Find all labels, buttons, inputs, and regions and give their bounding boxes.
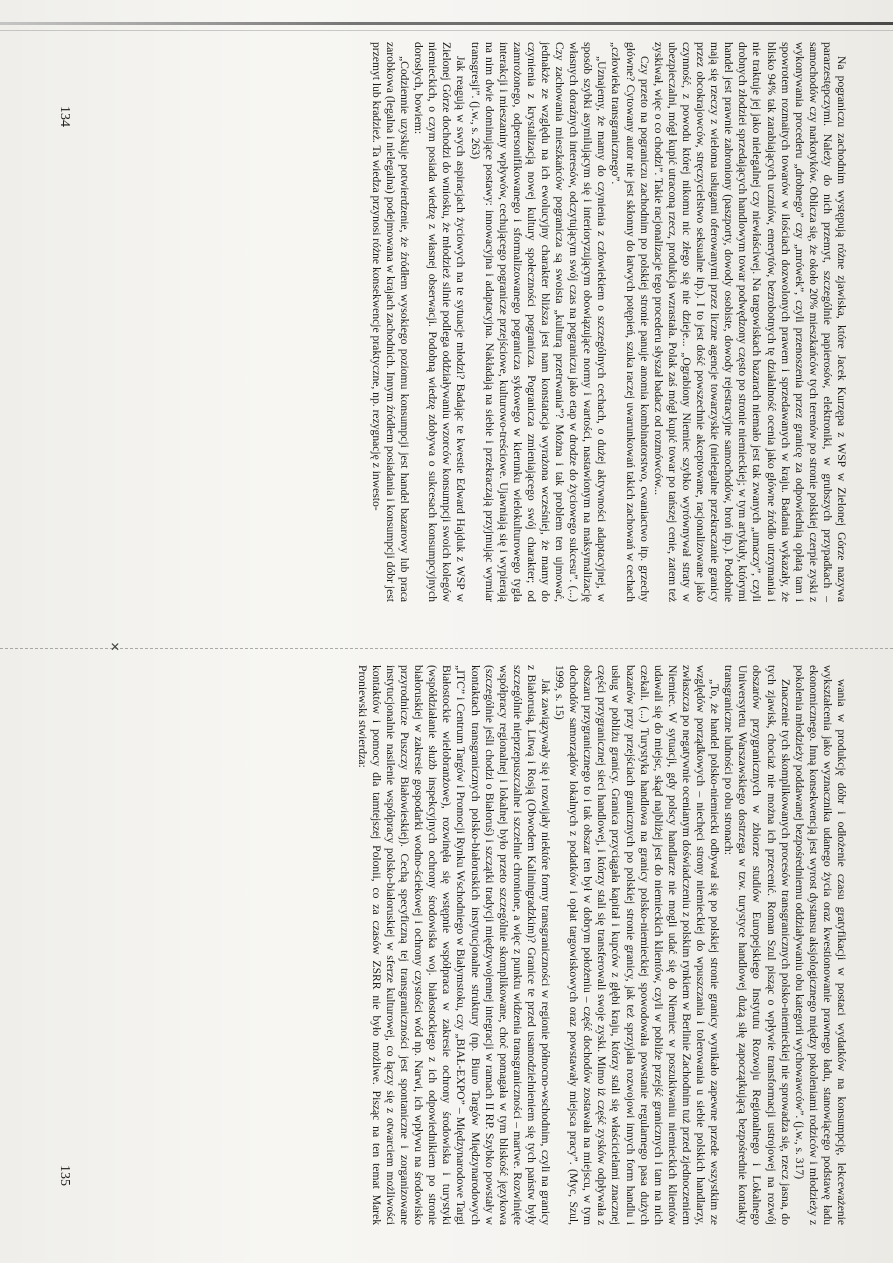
paragraph: Na pograniczu zachodnim występują różne zjawiska, które Jacek Kurzępa z WSP w Zielonej Górze nazywa pararzestępczymi. Należy do nich przemyt, szczególnie papierosów, elektroniki, w grubszych przypadkach – samochodów czy narkotyków. Oblicza się, że około 20% mieszkańców tych terenów po stronie polskiej czerpie zyski z wykonywania procederu „drobnego” czy „mrówek”, czyli przenoszenia przez granicę za odpowiednią opłatą tam i spowrotem rozmaitych towarów w ilościach dozwolonych prawem i sprzedawanych w kraju. Badania wykazały, że blisko 94% tak zarabiających uczniów, emerytów, bezrobotnych tę działalność ocenia jako główne źródło utrzymania i nie traktuje jej jako nielegalnej czy niewłaściwej. Na targowiskach bazarach niemało jest tak zwanych „umaczy”, czyli drobnych złodziei sprzedających handlowym towar podwędzony często po stronie niemieckiej; w tym artykuły, którymi handel jest prawnie zabroniony (paszporty, dowody osobiste, dowody rejestracyjne samochodów, broń itp.). Podobnie mają się rzeczy z wieloma usługami oferowanymi przez liczne agencje towarzyskie (nielegalne przekraczanie granicy przez obcokrajowców, stręczycielstwo seksualne itp.). I to jest dość powszechnie akceptowane, racjonalizowane jako czynność, z powodu której nikomu nic złego się nie dzieje... „Ograbiony Niemiec szybko wyrównywał straty w ubezpieczalni, mógł kupić utraconą rzecz, produkcja wzrastała. Polak zaś mógł kupić towar po tańszej cenie, zatem też zyskiwał, więc o co chodzi”. Takie racjonalizacje tego procederu słyszał badacz od rozmówców... — [651, 42, 848, 602]
paragraph: Znaczenie tych skomplikowanych procesów transgranicznych polsko-niemieckiej nie sprowadza się, rzecz jasna, do tych zjawisk, chociaż nie można ich przecenić. Roman Szul pisząc o wpływie transformacji ustrojowej na rozwój obszarów przygranicznych w zbiorze studiów Europejskiego Instytutu Rozwoju Regionalnego i Lokalnego Uniwersytetu Warszawskiego dostrzega w tzw. turystyce handlowej dużą siłę zapoczątkującą bezpośrednie kontakty transgraniczne ludności po obu stronach: — [722, 665, 792, 1225]
quote-paragraph: „To, że handel polsko-niemiecki odbywał się po polskiej stronie granicy wynikało zapewne przede wszystkim ze względów porządkowych – niechęci strony niemieckiej do wpuszczania i tolerowania u siebie polskich handlarzy, zwłaszcza po negatywnie ocenianym doświadczeniu z polskim rynkiem w Berlinie Zachodnim tuż przed zjednoczeniem Niemiec. W sytuacji, gdy polscy handlarze nie mogli udać się do Niemiec w poszukiwaniu niemieckich klientów udawali się do miejsc, skąd najbliżej jest do niemieckich klientów, czyli w pobliże przejść granicznych i tam na nich czekali. (...) Turystyka handlowa na granicy polsko-niemieckiej spowodowała powstanie regularnego pasa dużych bazarów przy przejściach granicznych po polskiej stronie granicy, jak też sprzyjała rozwojowi innych form handlu i usług w pobliżu granicy. Granica przyciągała kapitał i kupców z głębi kraju, którzy stali się właścicielami znacznej części przygranicznej sieci handlowej, i którzy stali się transferowali swoje zyski. Mimo iż część zysków odpływała z obszaru przygranicznego to i tak obszar ten był w dobrym położeniu – część dochodów zostawała na miejscu, w tym dochodów samorządów lokalnych z podatków i opłat targowiskowych oraz powstawały miejsca pracy”. (Myc, Szul, 1999, s. 15) — [553, 665, 722, 1225]
quote-paragraph: „Codziennie uzyskuje potwierdzenie, że źródłem wysokiego poziomu konsumpcji jest handel bazarowy lub praca zarobkowa (legalna i nielegalna) podejmowana w krajach zachodnich. Innym źródłem posiadania i konsumpcji dóbr jest przemyt lub kradzież. Ta wiedza przynosi różne konsekwencje praktyczne, np. rezygnację z inwesto- — [369, 42, 412, 602]
page-number: 135 — [57, 1165, 72, 1186]
page-134-text — [118, 42, 848, 602]
paragraph: wania w produkcję dóbr i odłożenie czasu gratyfikacji w postaci wydatków na konsumpcję, lekceważenie wykształcenia jako wyznacznika udanego życia oraz kwestionowanie prawnego ładu, stanowiącego podstawę ładu ekonomicznego. Inną konsekwencją jest wyrost dystansu aksjologicznego między pokoleniami rodziców i młodzieży z pokolenia młodzieży poddawanej bezpośredniemu oddziaływaniu obu kategorii wychowawców”. (j.w., s. 317) — [792, 665, 848, 1225]
scan-edge-line — [0, 22, 893, 25]
paragraph: Jak zawiązywały się i rozwijały niektóre formy transgraniczności w regionie północno-wschodnim, czyli na granicy z Białorusią, Litwą i Rosją (Obwodem Kaliningradzkim)? Granice te przed usamodzielnieniem się tych państw były szczególnie nieprzepuszczalne i szczelnie chronione, a więc z punktu widzenia transgraniczności – martwe. Rozwinięte współpracy regionalnej i lokalnej było przeto szczególnie skomplikowane, choć pomagała w tym bliskość językowa (szczególnie jeśli chodzi o Białoruś) i szczątki tradycji międzywojennej integracji w ramach II RP. Szybko powstały w kontaktach transgranicznych polsko-białoruskich instytucjonalne struktury (np. Biuro Targów Międzynarodowych „ITC” i Centrum Targów i Promocji Rynku Wschodniego w Białymstoku, czy „BIAŁ-EXPO” – Międzynarodowe Targi Białostockie wielobranżowe), rozwinęła się wstępnie współpraca w zakresie ochrony środowiska i turystyki (współdziałanie służb inspekcyjnych ochrony środowiska woj. białostockiego z ich odpowiednikiem po stronie białoruskiej w zakresie gospodarki wodno-ściekowej i ochrony czystości wód np. Narwi, ich wpływu na środowisko przyrodnicze Puszczy Białowieskiej). Cechą specyficzną tej transgraniczności jest spontaniczne i zorganizowane instytucjonalnie nasilenie współpracy polsko-białoruskiej w sferze kulturowej, co łączy się z otwarciem możliwości kontaktów i pomocy dla tamtejszej Polonii, co za czasów ZSRR nie było możliwe. Pisząc na ten temat Marek Proniewski stwierdza: — [355, 665, 553, 1225]
paragraph: Jak reagują w swych aspiracjach życiowych na te sytuacje młodzi? Badając te kwestie Edward Hajduk z WSP w Zielonej Górze dochodzi do wniosku, że młodzież silnie podlega oddziaływaniu wzorców konsumpcji swoich kolegów niemieckich, o czym posiada wiedzę z własnej obserwacji. Podobną wiedzę zdobywa o sukcesach konsumpcyjnych dorosłych, bowiem: — [412, 42, 468, 602]
page-fold-line — [0, 648, 893, 649]
scan-edge-line-thin — [0, 30, 893, 31]
page-135-text — [118, 665, 848, 1225]
quote-paragraph: „Uznajemy, że mamy do czynienia z człowiekiem o szczególnych cechach, o dużej aktywności adaptacyjnej, w sposób szybki asymilującym się i interioryzującym obowiązujące normy i wartości, nastawionym na maksymalizację własnych doraźnych interesów, odczytującym swój czas na pograniczu jako etap w drodze do życiowego sukcesu”. (...) Czy zachowania mieszkańców pogranicza są swoista „kulturą przetrwania”? Można i tak problem ten ujmować, jednakże ze względu na ich ewolucyjny charakter bliższa jest nam konstatacja wyrażona wcześniej, że mamy do czynienia z krystalizacją nowej kultury społeczności pogranicza. Pogranicza zmieniającego swój charakter; od zamrożonego, odpersonifikowanego i sformalizowanego pogranicza sykowego w kierunku wielokulturowego tygla interakcji i mieszaniny wpływów, cechującego pogranicze przejściowe, kulturowo-treściowe. Ujawniają się i wypierają na nim dwie dominujące postawy: innowacyjna i adaptacyjna. Nakładają na siebie i przekraczają przyjmując wymiar transgresji”. (j.w., s. 263) — [468, 42, 609, 602]
page-number: 134 — [57, 106, 72, 127]
paragraph: Czy przeto na pograniczu zachodnim po polskiej stronie panuje anomia kombinatorstwo, cwaniactwo itp. grzechy główne? Cytowany autor nie jest skłonny do łatwych potępień, szuka raczej uwarunkowań takich zachowań w cechach „człowieka transgranicznego”. — [609, 42, 651, 602]
fold-mark-icon: ✕ — [110, 640, 121, 654]
